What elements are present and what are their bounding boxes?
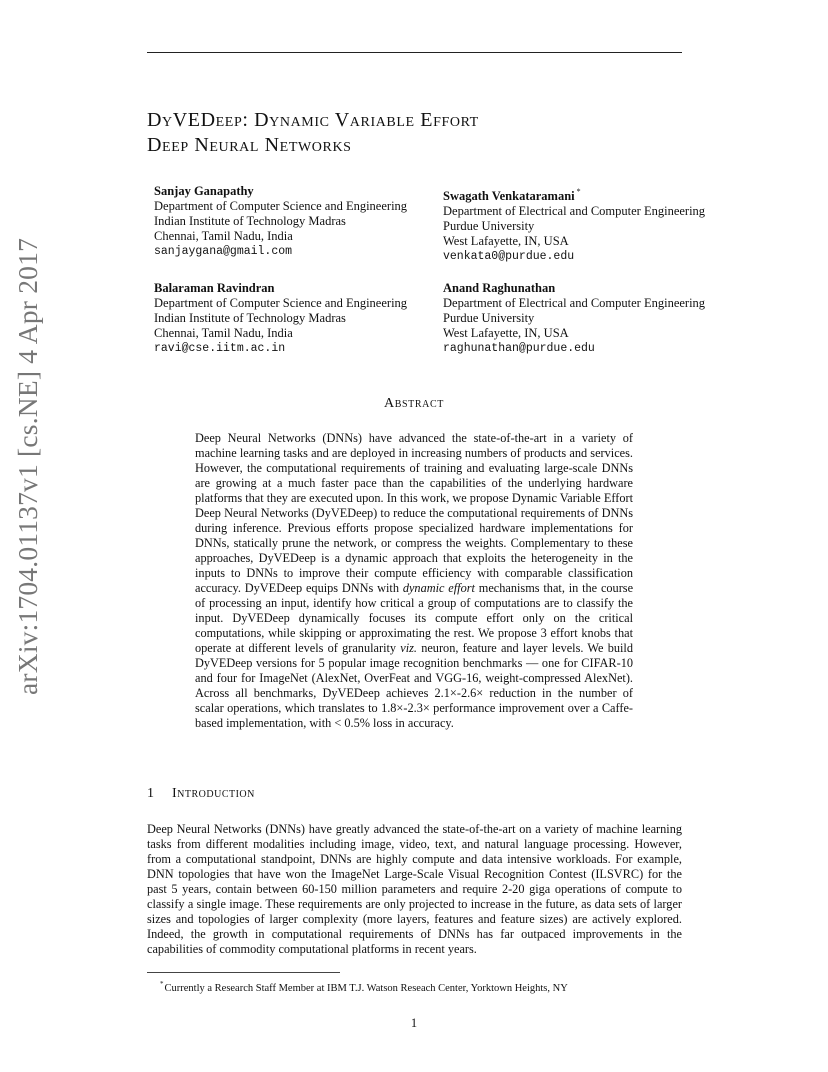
paper-title — [147, 108, 479, 158]
author-name: Swagath Venkataramani — [443, 189, 575, 203]
section-heading — [147, 786, 255, 802]
author-block-4 — [443, 281, 705, 356]
footnote-rule — [147, 972, 340, 973]
title-line-1: DyVEDeep: Dynamic Variable Effort — [147, 109, 479, 131]
author-location: West Lafayette, IN, USA — [443, 326, 569, 340]
author-block-3 — [154, 281, 407, 356]
arxiv-identifier-stamp: arXiv:1704.01137v1 [cs.NE] 4 Apr 2017 — [12, 237, 43, 695]
author-institution: Indian Institute of Technology Madras — [154, 214, 346, 228]
abstract-emphasis: viz. — [400, 641, 417, 655]
author-name: Anand Raghunathan — [443, 281, 556, 295]
author-email[interactable]: ravi@cse.iitm.ac.in — [154, 342, 286, 355]
top-rule — [147, 52, 682, 53]
abstract-emphasis: dynamic effort — [402, 581, 475, 595]
footnote-marker: * — [160, 980, 164, 988]
author-email[interactable]: raghunathan@purdue.edu — [443, 342, 595, 355]
section-title: Introduction — [172, 786, 255, 801]
footnote-marker: * — [576, 187, 581, 196]
author-block-2 — [443, 184, 705, 264]
author-institution: Indian Institute of Technology Madras — [154, 311, 346, 325]
abstract-text: mechanisms that, in the course of processing an input, identify how critical a group of computations are to classify the input. DyVEDeep dynamically focuses its compute effort only on the critical computations, while skipping or approximating the rest. We propose 3 effort knobs that operate at different levels of granularity — [195, 581, 634, 655]
author-email[interactable]: venkata0@purdue.edu — [443, 250, 575, 263]
author-location: Chennai, Tamil Nadu, India — [154, 229, 293, 243]
author-institution: Purdue University — [443, 311, 535, 325]
abstract-body — [195, 431, 633, 731]
author-name: Balaraman Ravindran — [154, 281, 275, 295]
section-body: Deep Neural Networks (DNNs) have greatly advanced the state-of-the-art on a variety of machine learning tasks from different modalities including image, video, text, and natural language processing. However, from a computational standpoint, DNNs are highly compute and data intensive workloads. For example, DNN topologies that have won the ImageNet Large-Scale Visual Recognition Contest (ILSVRC) for the past 5 years, contain between 60-150 million parameters and require 2-20 giga operations of compute to classify a single image. These requirements are only projected to increase in the future, as data sets of larger sizes and topologies of larger complexity (more layers, features and feature sizes) are actively explored. Indeed, the growth in computational requirements of DNNs has far outpaced improvements in the capabilities of commodity computational platforms in recent years. — [147, 822, 682, 956]
section-number: 1 — [147, 786, 155, 801]
abstract-text: neuron, feature and layer levels. We build DyVEDeep versions for 5 popular image recognition benchmarks — one for CIFAR-10 and four for ImageNet (AlexNet, OverFeat and VGG-16, weight-compressed AlexNet). Across all benchmarks, DyVEDeep achieves 2.1×-2.6× reduction in the number of scalar operations, which translates to 1.8×-2.3× performance improvement over a Caffe-based implementation, with < 0.5% loss in accuracy. — [195, 641, 633, 730]
title-line-2: Deep Neural Networks — [147, 134, 352, 156]
author-name: Sanjay Ganapathy — [154, 184, 254, 198]
author-department: Department of Computer Science and Engineering — [154, 199, 408, 213]
author-location: Chennai, Tamil Nadu, India — [154, 326, 293, 340]
author-institution: Purdue University — [443, 219, 535, 233]
author-email[interactable]: sanjaygana@gmail.com — [154, 245, 293, 258]
author-location: West Lafayette, IN, USA — [443, 234, 569, 248]
author-department: Department of Computer Science and Engineering — [154, 296, 408, 310]
author-block-1 — [154, 184, 407, 259]
abstract-heading: Abstract — [384, 396, 444, 411]
author-department: Department of Electrical and Computer Engineering — [443, 204, 706, 218]
footnote — [160, 978, 568, 995]
abstract-text: Deep Neural Networks (DNNs) have advanced the state-of-the-art in a variety of machine learning tasks and are deployed in increasing numbers of products and services. However, the computational requirements of training and evaluating large-scale DNNs are growing at a much faster pace than the capabilities of the underlying hardware platforms that they are executed upon. In this work, we propose Dynamic Variable Effort Deep Neural Networks (DyVEDeep) to reduce the computational requirements of DNNs during inference. Previous efforts propose specialized hardware implementations for DNNs, statically prune the network, or compress the weights. Complementary to these approaches, DyVEDeep is a dynamic approach that exploits the heterogeneity in the inputs to DNNs to improve their compute efficiency with comparable classification accuracy. DyVEDeep equips DNNs with — [195, 431, 633, 595]
footnote-text: Currently a Research Staff Member at IBM T.J. Watson Reseach Center, Yorktown Heights, NY — [164, 983, 568, 994]
page-number: 1 — [410, 1016, 418, 1030]
author-department: Department of Electrical and Computer Engineering — [443, 296, 706, 310]
